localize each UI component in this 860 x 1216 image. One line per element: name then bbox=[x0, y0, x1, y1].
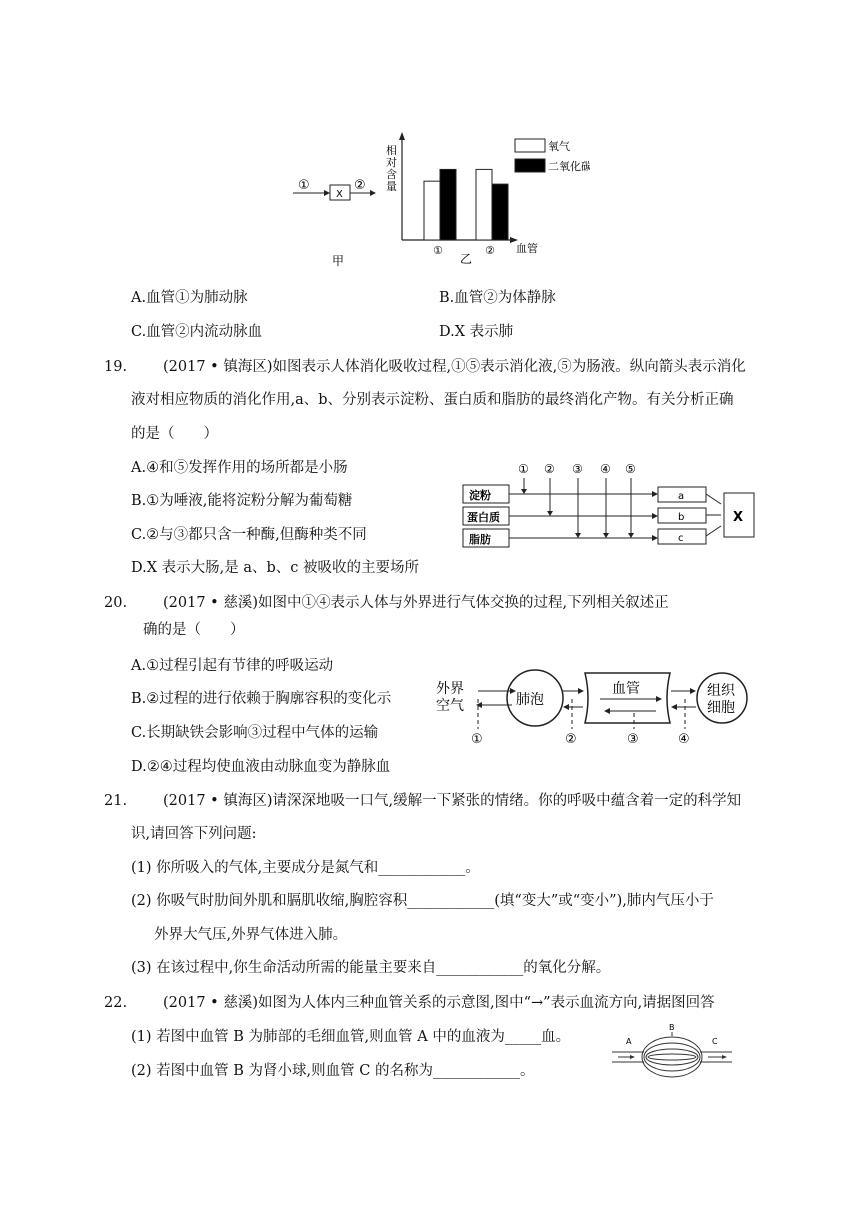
jia-box-label: X bbox=[336, 189, 343, 200]
jia-in-arrowhead bbox=[324, 190, 330, 196]
figure-jia bbox=[293, 178, 376, 268]
juice-label-5: ⑤ bbox=[625, 462, 636, 476]
q20-number: 20. bbox=[104, 595, 128, 611]
q19-figure bbox=[455, 458, 760, 558]
q19-option-d: D.X 表示大肠,是 a、b、c 被吸收的主要场所 bbox=[131, 560, 420, 576]
q19-stem-line-3: 的是（ ） bbox=[131, 426, 218, 442]
outside-air-label-2: 空气 bbox=[436, 698, 464, 714]
q19-option-c: C.②与③都只含一种酶,但酶种类不同 bbox=[131, 527, 367, 543]
exhale-arrowhead bbox=[476, 702, 482, 708]
bar-co2-vessel-1 bbox=[440, 169, 456, 240]
yi-xlabel: 血管 bbox=[516, 242, 538, 255]
legend-label-oxygen: 氧气 bbox=[548, 140, 570, 153]
q21-number: 21. bbox=[104, 793, 128, 809]
juice-label-4: ④ bbox=[600, 462, 611, 476]
q20-figure-svg bbox=[430, 663, 760, 751]
yi-tick-1: ① bbox=[433, 244, 443, 257]
protein-line-arrowhead bbox=[652, 513, 658, 519]
figure-yi bbox=[386, 132, 590, 266]
q22-stem-line-1: (2017 • 慈溪)如图为人体内三种血管关系的示意图,图中“→”表示血流方向,请据图回答 bbox=[163, 995, 715, 1011]
q18-figure bbox=[290, 128, 590, 273]
q22-figure bbox=[610, 1022, 735, 1086]
product-c: c bbox=[678, 533, 684, 544]
q22-number: 22. bbox=[104, 995, 128, 1011]
q18-figure-svg bbox=[290, 128, 590, 273]
q21-sub-1: (1) 你所吸入的气体,主要成分是氮气和____________。 bbox=[131, 860, 480, 876]
alveoli-to-vessel-head bbox=[578, 688, 584, 694]
substance-fat: 脂肪 bbox=[469, 533, 491, 546]
juice-1-arrowhead bbox=[521, 489, 527, 494]
bar-co2-vessel-2 bbox=[492, 184, 508, 240]
q21-stem-line-2: 识,请回答下列问题: bbox=[131, 826, 257, 842]
starch-line-arrowhead bbox=[652, 491, 658, 497]
capillary-2 bbox=[644, 1043, 700, 1071]
jia-out-arrowhead bbox=[370, 190, 376, 196]
step-1-label: ① bbox=[471, 732, 483, 747]
a-to-x-arrow bbox=[706, 494, 721, 504]
bar-oxygen-vessel-2 bbox=[476, 169, 492, 240]
q22-sub-2: (2) 若图中血管 B 为肾小球,则血管 C 的名称为____________。 bbox=[131, 1063, 535, 1079]
tissue-cell-label-1: 组织 bbox=[707, 683, 735, 699]
q19-stem-line-2: 液对相应物质的消化作用,a、b、分别表示淀粉、蛋白质和脂肪的最终消化产物。有关分析正确 bbox=[131, 392, 734, 408]
q18-option-c: C.血管②内流动脉血 bbox=[131, 324, 263, 340]
q19-option-b: B.①为唾液,能将淀粉分解为葡萄糖 bbox=[131, 493, 353, 509]
jia-in-label: ① bbox=[298, 178, 310, 193]
q20-option-c: C.长期缺铁会影响③过程中气体的运输 bbox=[131, 725, 379, 741]
vessel-label-c: C bbox=[712, 1037, 718, 1046]
yi-caption: 乙 bbox=[460, 252, 473, 266]
vessel-to-cell-head bbox=[690, 688, 696, 694]
tissue-cell-label-2: 细胞 bbox=[707, 700, 735, 716]
juice-5-arrowhead bbox=[628, 533, 634, 538]
yi-tick-2: ② bbox=[485, 244, 495, 257]
vessel-label-b: B bbox=[669, 1023, 675, 1032]
jia-caption: 甲 bbox=[332, 254, 345, 268]
yi-bars bbox=[424, 169, 508, 240]
q19-stem-line-1: (2017 • 镇海区)如图表示人体消化吸收过程,①⑤表示消化液,⑤为肠液。纵向箭头表示消化 bbox=[163, 359, 746, 375]
step-4-label: ④ bbox=[678, 732, 690, 747]
c-to-x-arrow bbox=[706, 526, 721, 536]
q21-stem-line-1: (2017 • 镇海区)请深深地吸一口气,缓解一下紧张的情绪。你的呼吸中蕴含着一定的科学知 bbox=[163, 793, 742, 809]
x-label: X bbox=[733, 510, 744, 525]
vessel-label-a: A bbox=[626, 1037, 632, 1046]
vessel-to-alveoli-head bbox=[563, 704, 569, 710]
juice-4-arrowhead bbox=[603, 533, 609, 538]
substance-starch: 淀粉 bbox=[469, 489, 491, 502]
vessel-label: 血管 bbox=[612, 681, 640, 697]
jia-out-label: ② bbox=[354, 178, 366, 193]
capillary-4 bbox=[648, 1054, 696, 1060]
juice-label-3: ③ bbox=[572, 462, 583, 476]
product-b: b bbox=[678, 512, 685, 523]
step-2-label: ② bbox=[565, 732, 577, 747]
capillary-3 bbox=[646, 1049, 698, 1065]
q22-figure-svg bbox=[610, 1022, 735, 1086]
juice-3-arrowhead bbox=[575, 533, 581, 538]
outside-air-label-1: 外界 bbox=[436, 681, 464, 697]
q21-sub-2: (2) 你吸气时肋间外肌和膈肌收缩,胸腔容积____________(填“变大”或“变小”),肺内气压小于 bbox=[131, 893, 714, 909]
step-3-label: ③ bbox=[627, 732, 639, 747]
q18-option-d: D.X 表示肺 bbox=[439, 324, 514, 340]
q21-sub-2-cont: 外界大气压,外界气体进入肺。 bbox=[154, 927, 348, 943]
q18-option-a: A.血管①为肺动脉 bbox=[131, 290, 248, 306]
q20-figure bbox=[430, 663, 760, 751]
q18-option-b: B.血管②为体静脉 bbox=[439, 290, 556, 306]
legend-swatch-co2 bbox=[515, 159, 545, 172]
juice-label-1: ① bbox=[518, 462, 529, 476]
q19-option-a: A.④和⑤发挥作用的场所都是小肠 bbox=[131, 460, 348, 476]
q19-figure-svg bbox=[455, 458, 760, 558]
juice-label-2: ② bbox=[544, 462, 555, 476]
vessel-a-flow-head bbox=[630, 1055, 635, 1059]
cell-to-vessel-head bbox=[671, 704, 677, 710]
q20-option-d: D.②④过程均使血液由动脉血变为静脉血 bbox=[131, 759, 391, 775]
alveoli-label: 肺泡 bbox=[516, 692, 544, 708]
product-a: a bbox=[678, 491, 685, 502]
substance-protein: 蛋白质 bbox=[467, 511, 500, 524]
q20-option-b: B.②过程的进行依赖于胸廓容积的变化示 bbox=[131, 691, 392, 707]
juice-2-arrowhead bbox=[547, 511, 553, 516]
fat-line-arrowhead bbox=[652, 535, 658, 541]
bar-oxygen-vessel-1 bbox=[424, 181, 440, 240]
q20-stem-line-2: 确的是（ ） bbox=[143, 622, 245, 638]
yi-ylabel-4: 量 bbox=[386, 180, 397, 193]
yi-ylabel-3: 含 bbox=[386, 168, 397, 181]
yi-ylabel-2: 对 bbox=[386, 156, 397, 169]
yi-ylabel-1: 相 bbox=[386, 144, 397, 157]
q20-option-a: A.①过程引起有节律的呼吸运动 bbox=[131, 658, 334, 674]
q22-sub-1: (1) 若图中血管 B 为肺部的毛细血管,则血管 A 中的血液为_____血。 bbox=[131, 1029, 571, 1045]
q20-stem-line-1: (2017 • 慈溪)如图中①④表示人体与外界进行气体交换的过程,下列相关叙述正 bbox=[163, 595, 669, 611]
q19-number: 19. bbox=[104, 359, 128, 375]
yi-y-arrowhead bbox=[399, 132, 405, 140]
legend-swatch-oxygen bbox=[515, 139, 545, 152]
vessel-c-flow-head bbox=[722, 1055, 727, 1059]
q21-sub-3: (3) 在该过程中,你生命活动所需的能量主要来自____________的氧化分解。 bbox=[131, 960, 611, 976]
legend-label-co2: 二氧化碳 bbox=[548, 160, 590, 173]
